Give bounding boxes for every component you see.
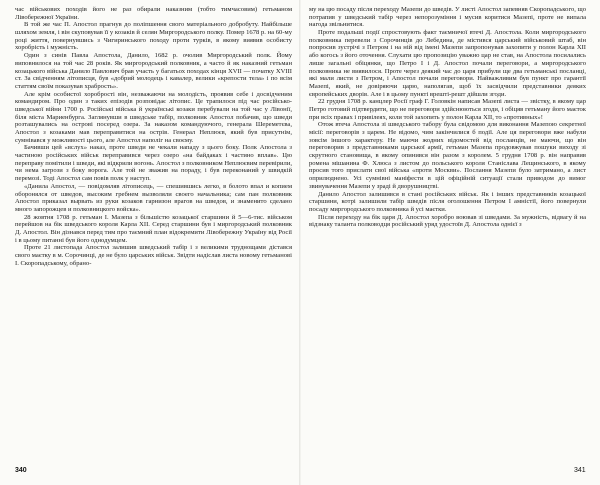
left-paragraph-2: В той же час П. Апостол прагнув до поліпшення свого матеріального добробуту. Найбільше шляхом земля, і він скуповував її у козаків й селян Миргородського полку. Помер 1678 р. на 60-му році життя, повернувшись з Чигиринського походу проти турків, в якому виявив особисту хоробрість і мужність. (15, 21, 292, 52)
left-paragraph-7: 28 жовтня 1708 р. гетьман І. Мазепа з більшістю козацької старшини й 5—6-тис. військом перейшов на бік шведського короля Карла XII. Серед старшини був і миргородський полковник Д. Апостол. Він дізнався перед тим про таємний план відокремити Лівобережну Україну від Росії і в цьому питанні був його однодумцем. (15, 213, 292, 244)
right-paragraph-1: му на цю посаду після переходу Мазепи до шведів. У листі Апостол запевняв Скоропадського, що потрапив у шведський табір через непорозуміння і мусив коритися Мазепі, проте не випала нагода звільнитися. (309, 6, 586, 29)
right-paragraph-5: Данило Апостол залишився в стані російських військ. Як і інших представників козацької старшини, котрі залишили табір шведів після оголошення Петром І амністії, його повернули посаду миргородського полковника й усі маєтки. (309, 190, 586, 213)
right-page (309, 6, 586, 464)
left-page-number: 340 (15, 467, 27, 474)
left-paragraph-8: Проте 21 листопада Апостол залишив шведський табір і з великими труднощами дістався свого маєтку в м. Сорочинці, де не було царських військ. Звідти надіслав листа новому гетьманові І. Скоропадському, обрано- (15, 244, 292, 267)
right-page-number: 341 (574, 467, 586, 474)
left-paragraph-1: час військових походів його не раз обирали наказним (тобто тимчасовим) гетьманом Лівобережної України. (15, 6, 292, 21)
right-paragraph-4: Отож втеча Апостола зі шведського табору була свідомою для виконання Мазепою секретної місії: переговорів з царем. Не відомо, чим закінчилися б події. Але ця переговори вже набули зовсім іншого характеру. Не маючи жодних відомостей від посланців, не маючи, що він переговорив з представниками царської армії, гетьман Мазепа продовжував пошуки виходу зі скрутного становища, в якому опинився він разом з королем. 5 грудня 1708 р. він направив ромена мішанина Ф. Хлюса з листом до польського короля Станіслава Лещинського, в якому просив того прислати свої війська «проти Москви». Послання Мазепи було затримано, а лист оприлюднено. Усі сумнівні маніфести в цій офіційній ситуації стали приводом до вимог звинувачення Мазепи у зраді й дворушництві. (309, 121, 586, 190)
right-paragraph-3: 22 грудня 1708 р. канцлер Росії граф Г. Головкін написав Мазепі листа — звістку, в якому цар Петро готовий підтвердити, що не переговори здійснюються згоди, і обіцяв гетьману його маєток при всіх правах і привілеях, коли той захопить у полон Карла XII, то «противных»! (309, 98, 586, 121)
right-paragraph-2: Проте подальші події спростовують факт таємничої втечі Д. Апостола. Коли миргородського полковника перевели з Сорочинців до Лебедина, де містився царський військовий штаб, він попросив зустрічі з Петром і на ній від імені Мазепи запропонував захопити у полон Карла XII або когось з його оточення. Слухати цю пропозицію уважно цар не став, на Апостола посилались лише загальні обіцянки, що Петро І і Д. Апостол почали переговори, а миргородського полковника не виявилося. Проте через деякий час до царя прибули ще два гетьманські посланці, які мали листи з Петром, і Апостол почали переговори. Найважливим був пункт про гарантії Мазепі, який, не довіряючи царю, наполягав, щоб їх засвідчили представники деяких європейських дворів. Але і в цьому пункті врешті-решт дійшли згоди. (309, 29, 586, 98)
left-paragraph-6: «Данила Апостол, — повідомляв літописець, — спешившись легко, в болото впал и копием оборонялся от шведов, высоким гребнем вызволяли своего начальника; сам пан полковник Апостол приказал вырвать из руки козаков гарнизон врагов на шведов, и знаменито сделано много запорожцев и полковницкого войска». (15, 182, 292, 213)
left-paragraph-4: Але крім особистої хоробрості він, незважаючи на молодість, проявив себе і досвідченим командиром. Про один з таких епізодів розповідає літопис. Це трапилося під час російсько-шведської війни 1700 р. Російські війська й українські козаки перебували на той час у Лівонії, біля міста Мариенбурга. Заглянувши в шведське табір, полковник Апостол побачив, що шведи розташувались на острові посеред озера. За наказом командуючого, генерала Шереметєва, Апостол з козаками мав переправитися на острів. Генерал Неплюєв, який був присутнім, сумнівався у можливості цього, але Апостол наполіг на своєму. (15, 90, 292, 144)
left-page (15, 6, 292, 464)
left-paragraph-3: Один з синів Павла Апостола, Данило, 1682 р. очолив Миргородський полк. Йому виповнилося на той час 28 років. Як миргородський полковник, а часто й як наказний гетьман козацького війська Данило Павлович брав участь у багатьох походах кінця XVII — початку XVIII ст. За свідченням літописця, був «добрий молодець і кавалер, велики «крепости тела» і по всім статтям своїм показував храбрость». (15, 52, 292, 90)
book-gutter (299, 0, 301, 485)
right-paragraph-6: Після переходу на бік царя Д. Апостол хоробро воював зі шведами. За мужність, відвагу й на відзнаку таланта полководця російський уряд удостоїв Д. Апостола однієї з (309, 213, 586, 229)
left-paragraph-5: Бачивши цей «вслух» наказ, проте шведи не чекали нападу з цього боку. Полк Апостола з частиною російських військ переправився через озеро «на байдаках і частино вплав». Цю переправу помітили і шведи, які відкрили вогонь. Апостол з полковником Неплюєвим перевірили, чи нема загрози з боку ворога. Але той не зважив на пораду, і був переконаний у швидкій перемозі. Тоді Апостол сам повів полк у наступ. (15, 144, 292, 183)
